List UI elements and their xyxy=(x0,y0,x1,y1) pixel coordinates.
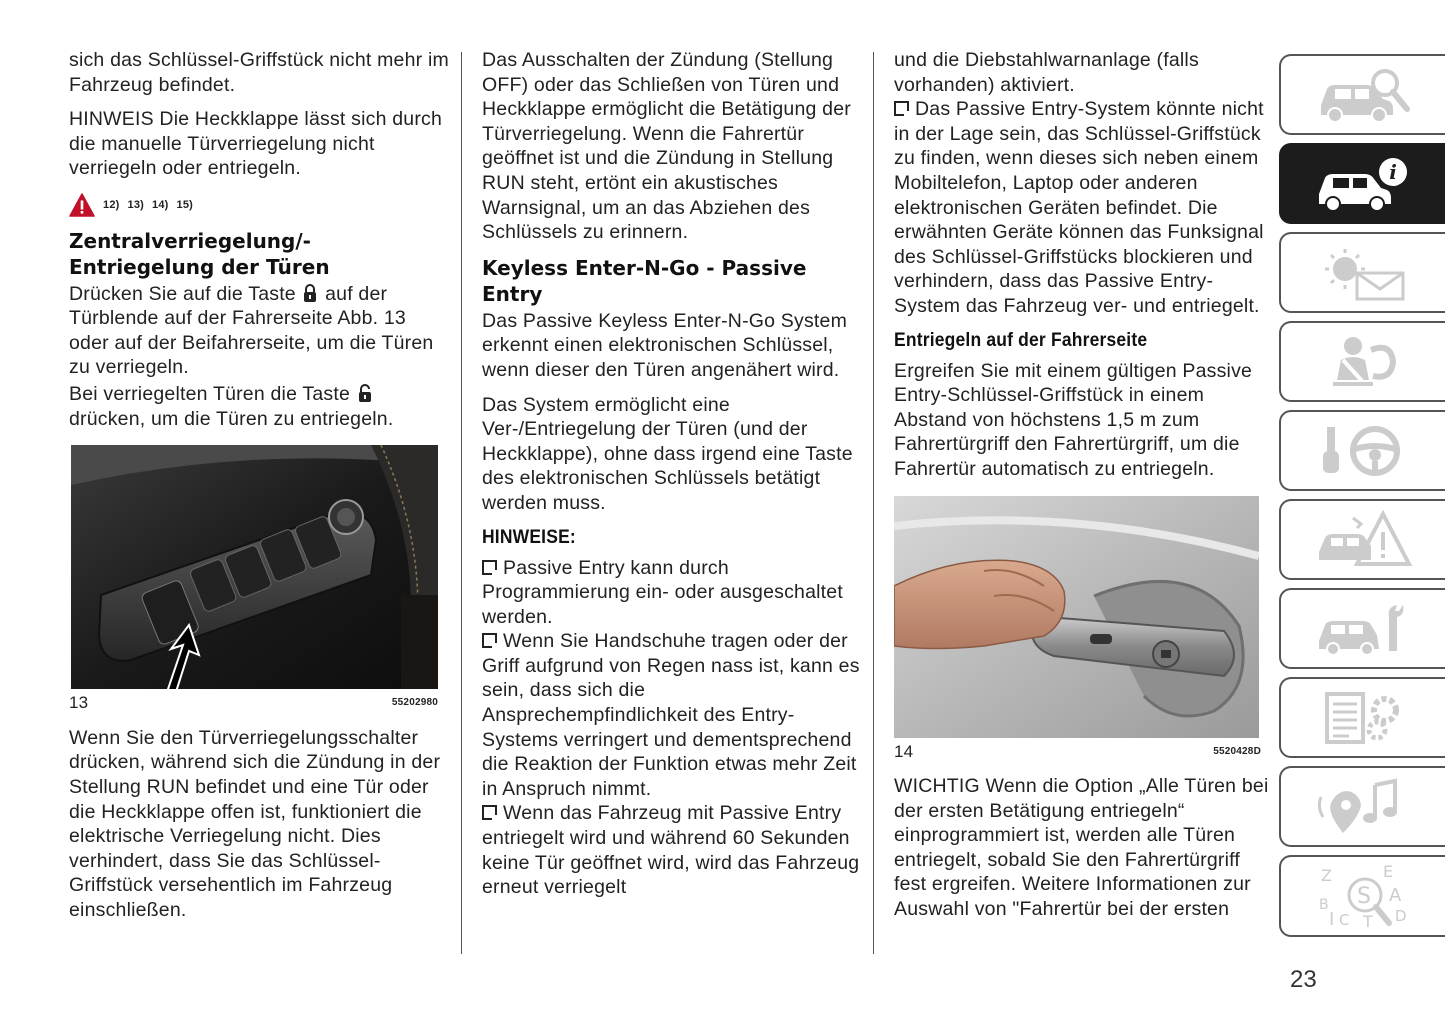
bullet-icon xyxy=(894,101,909,116)
bullet-icon xyxy=(482,805,497,820)
figure-number: 14 xyxy=(894,741,914,761)
hint-paragraph: HINWEIS Die Heckklappe lässt sich durch die manuelle Türverriegelung nicht verriegeln oder entriegeln. xyxy=(69,108,443,180)
notes-heading: HINWEISE: xyxy=(482,526,576,548)
safety-airbag-icon xyxy=(1313,332,1413,392)
section-heading: Keyless Enter-N-Go - Passive Entry xyxy=(482,255,807,306)
warning-ref[interactable]: 13) xyxy=(127,198,144,211)
bullet-text: Das Passive Entry-System könnte nicht in der Lage sein, das Schlüssel-Griffstück zu finden, wenn dieses sich neben einem Mobiltelefon, Laptop oder anderen elektronischen Geräten befindet. Die erwähnten Geräte können das Funksignal des Schlüssel-Griffstücks blockieren und verhindern, dass das Passive Entry-System das Fahrzeug ver- und entriegelt. xyxy=(894,98,1264,317)
tab-car-info[interactable] xyxy=(1279,143,1445,224)
bullet-item xyxy=(482,801,860,899)
key-steering-icon xyxy=(1313,421,1413,481)
figure-caption xyxy=(894,740,1261,765)
paragraph: und die Diebstahlwarnanlage (falls vorhanden) aktiviert. xyxy=(894,49,1199,96)
text-fragment: auf der Türblende auf der Fahrerseite Abb. 13 oder auf der Beifahrerseite, um die Türen zu verriegeln. xyxy=(69,282,434,379)
figure-code: 5520428D xyxy=(1213,745,1261,757)
column-1 xyxy=(69,48,449,932)
index-letter: E xyxy=(1383,863,1394,881)
tab-key-steering[interactable] xyxy=(1279,410,1445,491)
paragraph: Das Ausschalten der Zündung (Stellung OFF) oder das Schließen von Türen und Heckklappe ermöglicht die Betätigung der Türverriegelung. Wenn die Fahrertür geöffnet ist und die Zündung in Stellung RUN steht, ertönt ein akustisches Warnsignal, um an das Abziehen des Schlüssels zu erinnern. xyxy=(482,49,851,244)
tab-safety[interactable] xyxy=(1279,321,1445,402)
bullet-icon xyxy=(482,633,497,648)
paragraph: Das System ermöglicht eine Ver-/Entriegelung der Türen (und der Heckklappe), ohne dass irgend eine Taste des elektronischen Schlüssels betätigt werden muss. xyxy=(482,393,853,514)
bullet-text: Wenn Sie Handschuhe tragen oder der Griff aufgrund von Regen nass ist, kann es sein, dass sich die Ansprechempfindlichkeit des Entry-Systems verringert und dementsprechend die Reaktion der Funktion etwas mehr Zeit in Anspruch nimmt. xyxy=(482,630,860,800)
bullet-text: Passive Entry kann durch Programmierung ein- oder ausgeschaltet werden. xyxy=(482,556,843,628)
index-letter: B xyxy=(1319,897,1329,913)
warning-triangle-icon xyxy=(69,193,95,217)
column-2 xyxy=(482,48,860,900)
warning-lights-icon xyxy=(1313,243,1413,303)
text-fragment: drücken, um die Türen zu entriegeln. xyxy=(69,407,394,430)
index-letter: T xyxy=(1363,912,1373,929)
tab-service[interactable] xyxy=(1279,588,1445,669)
tab-index[interactable] xyxy=(1279,855,1445,937)
tab-multimedia[interactable] xyxy=(1279,766,1445,847)
figure-code: 55202980 xyxy=(391,697,438,709)
alphabetical-index-icon xyxy=(1313,863,1413,929)
figure-door-panel xyxy=(71,445,438,689)
car-search-icon xyxy=(1313,65,1413,125)
car-accident-icon xyxy=(1313,510,1413,570)
warning-references xyxy=(69,193,449,218)
page-number: 23 xyxy=(1290,966,1317,993)
paragraph xyxy=(69,282,449,380)
paragraph: sich das Schlüssel-Griffstück nicht mehr im Fahrzeug befindet. xyxy=(69,49,449,96)
paragraph: WICHTIG Wenn die Option „Alle Türen bei der ersten Betätigung entriegeln“ einprogrammiert ist, werden alle Türen entriegelt, sobald Sie den Fahrertürgriff fest ergreifen. Weitere Informationen zur Auswahl von "Fahrertür bei der ersten xyxy=(894,775,1269,921)
figure-caption xyxy=(69,691,438,716)
index-letter: S xyxy=(1357,884,1371,909)
column-divider xyxy=(873,52,874,954)
text-fragment: Bei verriegelten Türen die Taste xyxy=(69,382,351,405)
tab-technical-data[interactable] xyxy=(1279,677,1445,758)
subsection-heading: Entriegeln auf der Fahrerseite xyxy=(894,329,1148,351)
index-letter: I xyxy=(1329,909,1335,929)
multimedia-icon xyxy=(1313,777,1413,837)
car-service-icon xyxy=(1313,599,1413,659)
column-divider xyxy=(461,52,462,954)
figure-number: 13 xyxy=(69,693,89,713)
index-letter: D xyxy=(1395,907,1407,925)
bullet-icon xyxy=(482,560,497,575)
bullet-text: Wenn das Fahrzeug mit Passive Entry entriegelt wird und während 60 Sekunden keine Tür geöffnet wird, wird das Fahrzeug erneut verriegelt xyxy=(482,802,860,899)
section-heading: Zentralverriegelung/-Entriegelung der Türen xyxy=(69,228,330,279)
text-fragment: Drücken Sie auf die Taste xyxy=(69,282,296,305)
warning-ref[interactable]: 14) xyxy=(152,198,169,211)
warning-ref[interactable]: 12) xyxy=(103,198,120,211)
index-letter: C xyxy=(1339,911,1350,929)
paragraph xyxy=(69,382,449,431)
paragraph: Das Passive Keyless Enter-N-Go System erkennt einen elektronischen Schlüssel, wenn dieser den Türen angenähert wird. xyxy=(482,309,848,381)
paragraph: Wenn Sie den Türverriegelungsschalter drücken, während sich die Zündung in der Stellung RUN befindet und eine Tür oder die Heckklappe offen ist, funktioniert die elektrische Verriegelung nicht. Dies verhindert, dass Sie das Schlüssel-Griffstück versehentlich im Fahrzeug einschließen. xyxy=(69,726,441,921)
bullet-item xyxy=(894,97,1272,318)
figure-door-handle xyxy=(894,496,1259,738)
technical-data-icon xyxy=(1313,688,1413,748)
svg-text:i: i xyxy=(1389,159,1397,184)
tab-car-search[interactable] xyxy=(1279,54,1445,135)
column-3 xyxy=(894,48,1272,932)
index-letter: A xyxy=(1389,885,1402,906)
lock-closed-icon xyxy=(303,284,317,303)
index-letter: Z xyxy=(1321,866,1332,885)
car-info-icon xyxy=(1313,154,1413,214)
door-handle-photo xyxy=(894,496,1259,738)
lock-open-icon xyxy=(358,384,372,403)
bullet-item xyxy=(482,556,860,630)
bullet-item xyxy=(482,629,860,801)
tab-warning-lights[interactable] xyxy=(1279,232,1445,313)
warning-ref[interactable]: 15) xyxy=(176,198,193,211)
tab-accident[interactable] xyxy=(1279,499,1445,580)
paragraph: Ergreifen Sie mit einem gültigen Passive Entry-Schlüssel-Griffstück in einem Abstand von höchstens 1,5 m zum Fahrertürgriff den Fahrertürgriff, um die Fahrertür automatisch zu entriegeln. xyxy=(894,359,1253,480)
chapter-sidebar xyxy=(1279,54,1445,945)
door-switch-photo xyxy=(71,445,438,689)
